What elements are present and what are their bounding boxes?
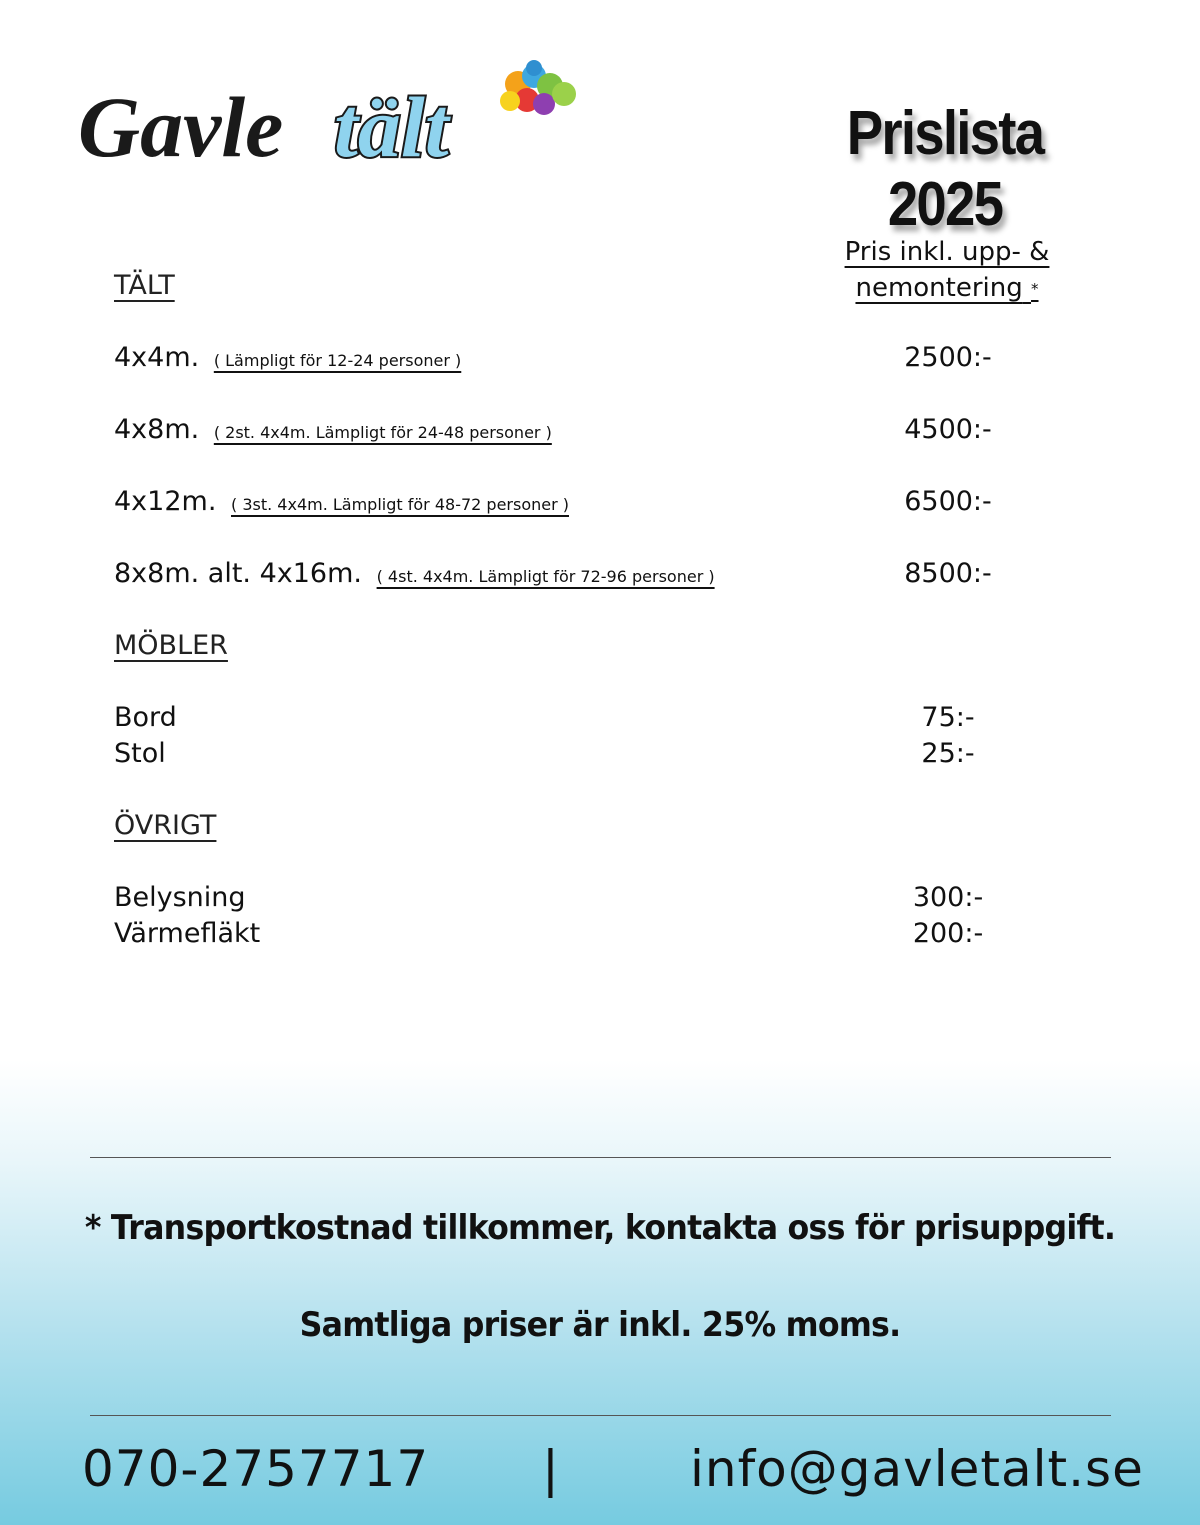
list-item: Bord xyxy=(114,702,177,733)
list-item xyxy=(114,342,461,373)
list-item xyxy=(114,558,715,589)
item-price: 6500:- xyxy=(904,486,992,517)
list-item: Värmefläkt xyxy=(114,918,261,949)
balloons-icon xyxy=(500,60,576,115)
item-price: 25:- xyxy=(921,738,975,769)
item-price: 8500:- xyxy=(904,558,992,589)
item-name: 8x8m. alt. 4x16m. xyxy=(114,558,362,589)
list-item xyxy=(114,486,569,517)
section-heading-other: ÖVRIGT xyxy=(114,810,217,841)
item-note: ( 3st. 4x4m. Lämpligt för 48-72 personer ) xyxy=(231,495,569,514)
email-link[interactable]: info@gavletalt.se xyxy=(690,1440,1144,1498)
item-note: ( 4st. 4x4m. Lämpligt för 72-96 personer ) xyxy=(376,567,715,586)
item-price: 2500:- xyxy=(904,342,992,373)
asterisk: * xyxy=(1031,280,1039,298)
divider xyxy=(90,1157,1111,1158)
price-header-line2 xyxy=(855,270,1038,307)
item-note: ( 2st. 4x4m. Lämpligt för 24-48 personer ) xyxy=(213,423,552,442)
item-price: 75:- xyxy=(921,702,975,733)
section-heading-furniture: MÖBLER xyxy=(114,630,228,661)
list-item: Belysning xyxy=(114,882,246,913)
section-heading-tents: TÄLT xyxy=(114,270,175,301)
item-name: 4x12m. xyxy=(114,486,217,517)
list-item xyxy=(114,414,552,445)
item-note: ( Lämpligt för 12-24 personer ) xyxy=(213,351,462,370)
phone-number[interactable]: 070-2757717 xyxy=(82,1440,430,1498)
contact-separator: | xyxy=(542,1440,560,1498)
transport-note: * Transportkostnad tillkommer, kontakta oss för prisuppgift. xyxy=(84,1208,1116,1248)
price-column-header xyxy=(822,234,1072,307)
vat-note: Samtliga priser är inkl. 25% moms. xyxy=(299,1305,901,1345)
item-price: 200:- xyxy=(912,918,984,949)
item-price: 300:- xyxy=(912,882,984,913)
page-title: Prislista 2025 xyxy=(846,99,1044,239)
price-header-line1: Pris inkl. upp- & xyxy=(844,237,1050,267)
item-price: 4500:- xyxy=(904,414,992,445)
item-name: 4x4m. xyxy=(114,342,200,373)
price-header-text: nemontering xyxy=(855,273,1023,303)
gavletalt-logo[interactable] xyxy=(72,56,592,181)
list-item: Stol xyxy=(114,738,166,769)
logo-text-light: tält xyxy=(334,79,449,175)
item-name: 4x8m. xyxy=(114,414,200,445)
logo-text-dark: Gavle xyxy=(78,79,284,175)
divider xyxy=(90,1415,1111,1416)
